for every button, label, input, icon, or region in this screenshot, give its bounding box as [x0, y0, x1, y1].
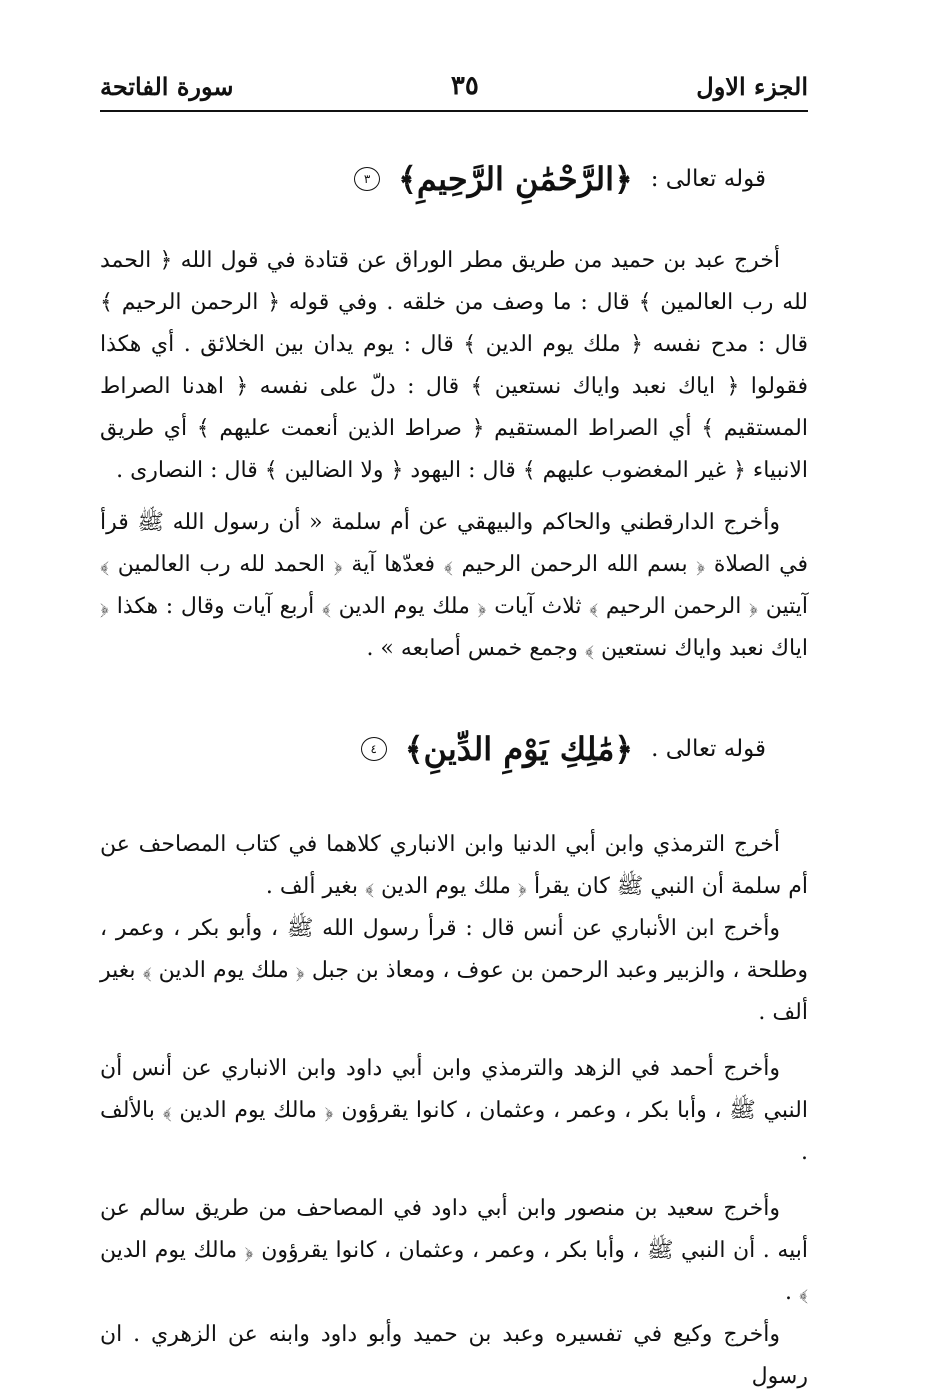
- verse-heading-2: [100, 730, 766, 768]
- paragraph: أخرج عبد بن حميد من طريق مطر الوراق عن قتادة في قول الله ﴿ الحمد لله رب العالمين ﴾ قال : ما وصف من خلقه . وفي قوله ﴿ الرحمن الرحيم ﴾ قال : مدح نفسه ﴿ ملك يوم الدين ﴾ قال : يوم يدان بين الخلائق . أي هكذا فقولوا ﴿ اياك نعبد واياك نستعين ﴾ قال : دلّ على نفسه ﴿ اهدنا الصراط المستقيم ﴾ أي الصراط المستقيم ﴿ صراط الذين أنعمت عليهم ﴾ أي طريق الانبياء ﴿ غير المغضوب عليهم ﴾ قال : اليهود ﴿ ولا الضالين ﴾ قال : النصارى .: [100, 248, 808, 483]
- paragraph: وأخرج وكيع في تفسيره وعبد بن حميد وأبو داود وابنه عن الزهري . ان رسول: [100, 1322, 808, 1389]
- paragraph: وأخرج سعيد بن منصور وابن أبي داود في المصاحف من طريق سالم عن أبيه . أن النبي ﷺ ، وأبا بكر ، وعمر ، وعثمان ، كانوا يقرؤون ﴿ مالك يوم الدين ﴾ .: [100, 1196, 808, 1305]
- part-label: الجزء الاول: [696, 71, 808, 101]
- paragraph: وأخرج أحمد في الزهد والترمذي وابن أبي داود وابن الانباري عن أنس أن النبي ﷺ ، وأبا بكر ، وعمر ، وعثمان ، كانوا يقرؤون ﴿ مالك يوم الدين ﴾ بالألف .: [100, 1056, 808, 1165]
- running-header: [100, 66, 808, 112]
- commentary-section-2: [100, 502, 808, 670]
- verse-heading-1: [100, 160, 766, 198]
- verse-number-marker: ٣: [354, 167, 380, 191]
- verse-intro: قوله تعالى :: [650, 166, 766, 192]
- page-number: ٣٥: [450, 71, 479, 101]
- verse-text: ﴿الرَّحْمَٰنِ الرَّحِيمِ﴾: [398, 160, 633, 198]
- surah-label: سورة الفاتحة: [100, 71, 234, 101]
- paragraph: وأخرج ابن الأنباري عن أنس قال : قرأ رسول الله ﷺ ، وأبو بكر ، وعمر ، وطلحة ، والزبير وعبد الرحمن بن عوف ، ومعاذ بن جبل ﴿ ملك يوم الدين ﴾ بغير ألف .: [100, 916, 808, 1025]
- verse-intro: قوله تعالى .: [651, 736, 766, 762]
- paragraph: أخرج الترمذي وابن أبي الدنيا وابن الانباري كلاهما في كتاب المصاحف عن أم سلمة أن النبي ﷺ كان يقرأ ﴿ ملك يوم الدين ﴾ بغير ألف .: [100, 832, 808, 899]
- commentary-section-1: [100, 240, 808, 492]
- commentary-section-3: [100, 824, 808, 1398]
- verse-number-marker: ٤: [361, 737, 387, 761]
- verse-text: ﴿مَٰلِكِ يَوْمِ الدِّينِ﴾: [404, 730, 634, 768]
- paragraph: وأخرج الدارقطني والحاكم والبيهقي عن أم سلمة « أن رسول الله ﷺ قرأ في الصلاة ﴿ بسم الله الرحمن الرحيم ﴾ فعدّها آية ﴿ الحمد لله رب العالمين ﴾ آيتين ﴿ الرحمن الرحيم ﴾ ثلاث آيات ﴿ ملك يوم الدين ﴾ أربع آيات وقال : هكذا ﴿ اياك نعبد واياك نستعين ﴾ وجمع خمس أصابعه » .: [100, 510, 808, 661]
